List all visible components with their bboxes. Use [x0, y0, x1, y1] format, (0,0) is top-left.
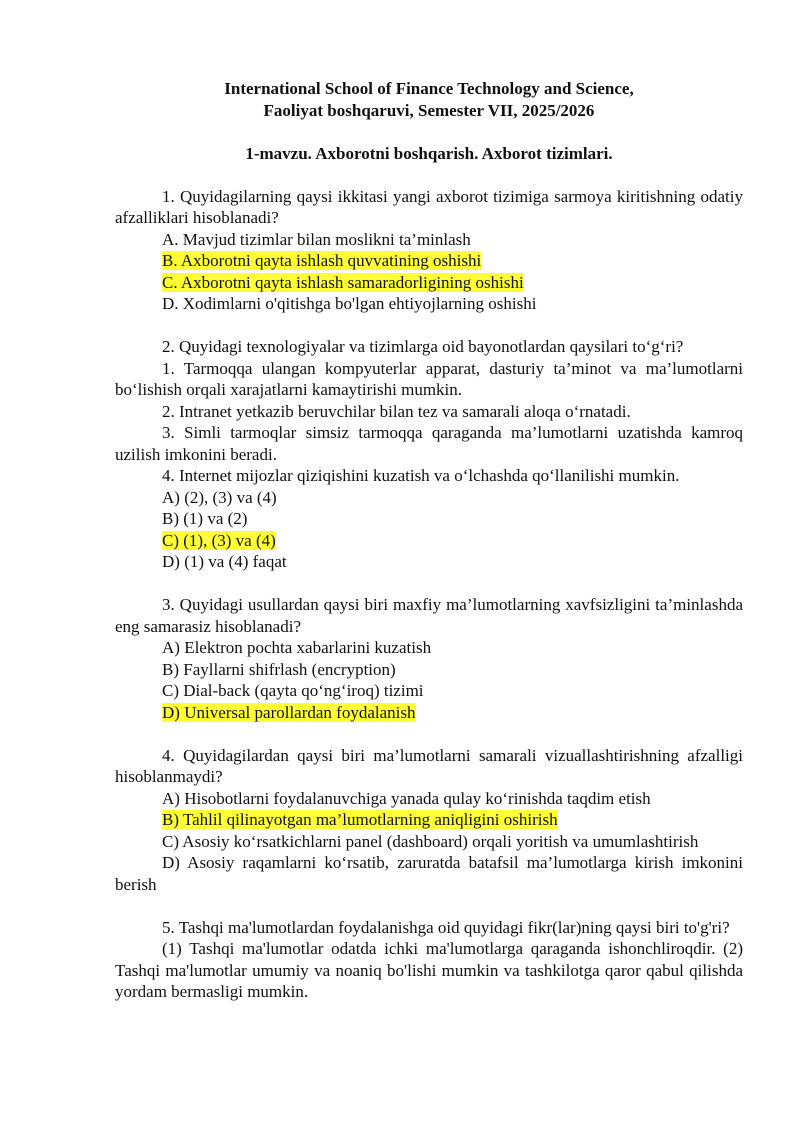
- question-1-option-b: [115, 250, 743, 272]
- question-3-option-b: B) Fayllarni shifrlash (encryption): [162, 659, 396, 679]
- question-2-statement-1: 1. Tarmoqqa ulangan kompyuterlar apparat, dasturiy ta’minot va ma’lumotlarni bo‘lishish orqali xarajatlarni kamaytirishi mumkin.: [115, 358, 743, 399]
- question-1: [115, 186, 743, 315]
- question-2-option-b: B) (1) va (2): [162, 509, 248, 528]
- question-4-option-b: [115, 809, 743, 831]
- question-3-option-a: A) Elektron pochta xabarlarini kuzatish: [162, 638, 432, 657]
- question-2-option-d: D) (1) va (4) faqat: [162, 552, 287, 571]
- question-4: [115, 745, 743, 896]
- question-1-option-d: D. Xodimlarni o'qitishga bo'lgan ehtiyojlarning oshishi: [162, 294, 537, 313]
- question-4-option-d: D) Asosiy raqamlarni ko‘rsatib, zaruratda batafsil ma’lumotlarga kirish imkonini berish: [115, 853, 743, 894]
- question-2-statement-4: 4. Internet mijozlar qiziqishini kuzatish va o‘lchashda qo‘llanilishi mumkin.: [162, 466, 680, 485]
- topic-title: 1-mavzu. Axborotni boshqarish. Axborot tizimlari.: [245, 143, 613, 163]
- question-5-body: (1) Tashqi ma'lumotlar odatda ichki ma'lumotlarga qaraganda ishonchliroqdir. (2) Tashqi ma'lumotlar umumiy va noaniq bo'lishi mumkin va tashkilotga qaror qabul qilishda yordam bermasligi mumkin.: [115, 939, 743, 1001]
- question-1-option-a: A. Mavjud tizimlar bilan moslikni ta’minlash: [162, 229, 471, 249]
- question-2-option-a: A) (2), (3) va (4): [162, 487, 277, 507]
- highlighted-answer: B) Tahlil qilinayotgan ma’lumotlarning aniqligini oshirish: [162, 810, 558, 829]
- question-2-option-c: [115, 530, 743, 552]
- question-1-text: 1. Quyidagilarning qaysi ikkitasi yangi axborot tizimiga sarmoya kiritishning odatiy afzalliklari hisoblanadi?: [115, 186, 743, 227]
- question-5: [115, 917, 743, 1003]
- highlighted-answer: D) Universal parollardan foydalanish: [162, 702, 416, 722]
- question-3-text: 3. Quyidagi usullardan qaysi biri maxfiy ma’lumotlarning xavfsizligini ta’minlashda eng samarasiz hisoblanadi?: [115, 595, 743, 636]
- question-3-option-c: C) Dial-back (qayta qo‘ng‘iroq) tizimi: [162, 681, 424, 700]
- header-institution: International School of Finance Technology and Science,: [224, 79, 634, 98]
- question-3: [115, 594, 743, 723]
- question-4-text: 4. Quyidagilardan qaysi biri ma’lumotlarni samarali vizuallashtirishning afzalligi hisoblanmaydi?: [115, 745, 743, 786]
- question-5-text: 5. Tashqi ma'lumotlardan foydalanishga oid quyidagi fikr(lar)ning qaysi biri to'g'ri?: [162, 917, 730, 937]
- question-2-statement-2: 2. Intranet yetkazib beruvchilar bilan tez va samarali aloqa o‘rnatadi.: [162, 401, 631, 421]
- question-4-option-a: A) Hisobotlarni foydalanuvchiga yanada qulay ko‘rinishda taqdim etish: [162, 788, 651, 808]
- question-2-text: 2. Quyidagi texnologiyalar va tizimlarga oid bayonotlardan qaysilari to‘g‘ri?: [162, 337, 684, 356]
- highlighted-answer: C) (1), (3) va (4): [162, 530, 276, 550]
- header-course: Faoliyat boshqaruvi, Semester VII, 2025/2026: [263, 100, 595, 120]
- highlighted-answer: B. Axborotni qayta ishlash quvvatining oshishi: [162, 251, 482, 270]
- document-header: [115, 78, 743, 121]
- question-3-option-d: [115, 702, 743, 724]
- question-2-statement-3: 3. Simli tarmoqlar simsiz tarmoqqa qaraganda ma’lumotlarni uzatishda kamroq uzilish imkonini beradi.: [115, 423, 743, 464]
- question-1-option-c: [115, 272, 743, 294]
- question-2: [115, 336, 743, 573]
- highlighted-answer: C. Axborotni qayta ishlash samaradorligining oshishi: [162, 272, 524, 292]
- question-4-option-c: C) Asosiy ko‘rsatkichlarni panel (dashboard) orqali yoritish va umumlashtirish: [162, 831, 699, 851]
